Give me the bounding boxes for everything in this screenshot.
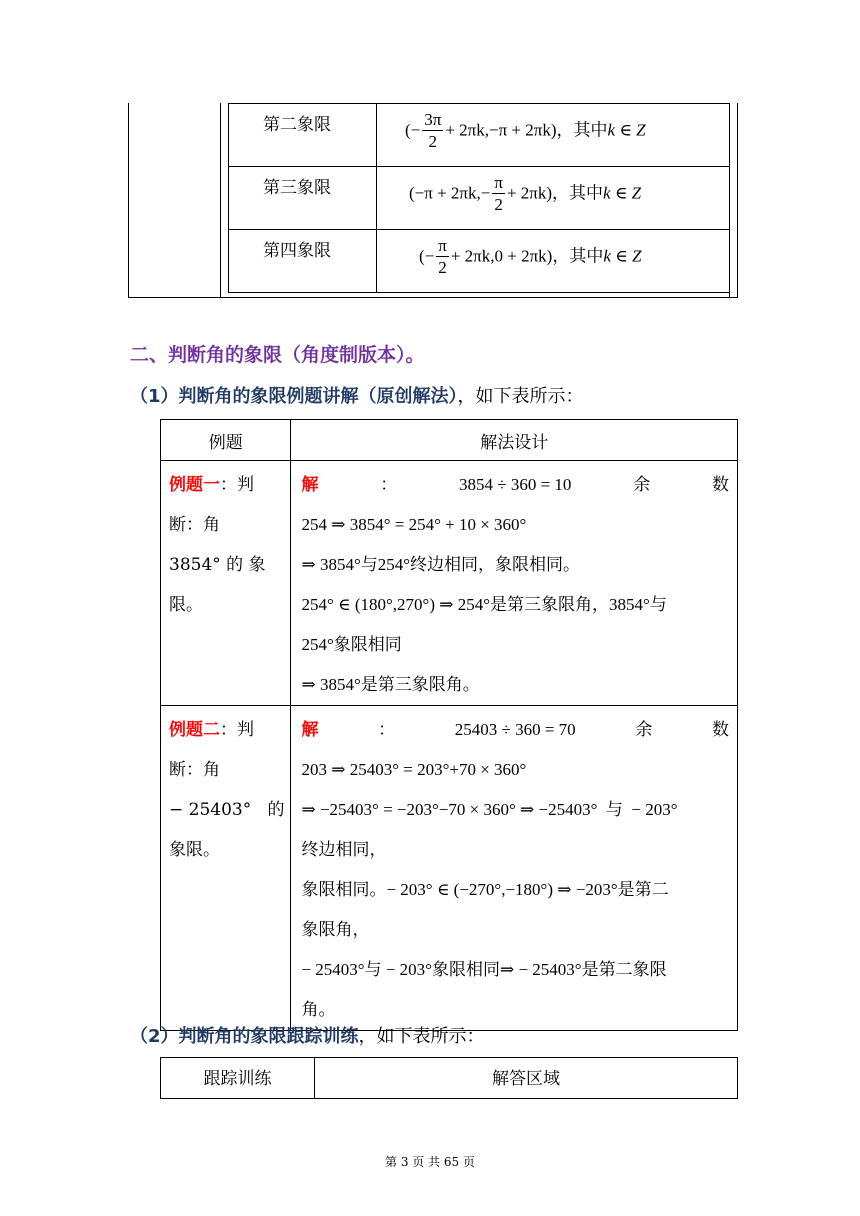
subsection-heading-2: （2）判断角的象限跟踪训练，如下表所示： bbox=[130, 1026, 485, 1047]
quadrant-range-formula: (− $\frac{3\pi}{2}$ + 2πk,−π + 2πk)，其中k ∈ Z bbox=[377, 104, 730, 167]
table-row bbox=[161, 706, 738, 1031]
section-heading: 二、判断角的象限（角度制版本）。 bbox=[130, 344, 425, 366]
header-cell-training: 跟踪训练 bbox=[161, 1058, 315, 1099]
subsection-heading-1: （1）判断角的象限例题讲解（原创解法），如下表所示： bbox=[130, 386, 584, 407]
example-question: 例题一：判 断：角 3854° 的 象 限。 bbox=[161, 461, 291, 706]
header-cell-example: 例题 bbox=[161, 420, 291, 461]
example-solution: 解 ： 3854 ÷ 360 = 10 余 数 254 ⇒ 3854° = 254° + 10 × 360° ⇒ 3854°与254°终边相同，象限相同。 254° ∈ (180°,270°) ⇒ 254°是第三象限角，3854°与 254°象限相同 ⇒ 3854°是第三象限角。 bbox=[291, 461, 738, 706]
table-header-row bbox=[161, 1058, 738, 1099]
header-cell-answer-area: 解答区域 bbox=[315, 1058, 738, 1099]
training-table bbox=[160, 1057, 738, 1099]
example-solution: 解 ： 25403 ÷ 360 = 70 余 数 203 ⇒ 25403° = 203°+70 × 360° ⇒ −25403° = −203°−70 × 360° ⇒ −25403° 与 − 203° 终边相同， 象限相同。− 203° ∈ (−270°,−180°) ⇒ −203°是第二 象限角， − 25403°与 − 203°象限相同⇒ − 25403°是第二象限 角。 bbox=[291, 706, 738, 1031]
table-row bbox=[229, 104, 730, 167]
examples-table bbox=[160, 419, 738, 1031]
table-row bbox=[229, 230, 730, 293]
page-footer: 第 3 页 共 65 页 bbox=[385, 1155, 475, 1169]
quadrant-range-formula: (− $\frac{\pi}{2}$ + 2πk,0 + 2πk)，其中k ∈ Z bbox=[377, 230, 730, 293]
quadrant-range-table bbox=[228, 103, 730, 293]
quadrant-range-formula: (−π + 2πk,− $\frac{\pi}{2}$ + 2πk)，其中k ∈ Z bbox=[377, 167, 730, 230]
table-row bbox=[161, 461, 738, 706]
table-divider bbox=[220, 103, 221, 298]
example-question: 例题二：判 断：角 − 25403° 的 象限。 bbox=[161, 706, 291, 1031]
quadrant-label: 第二象限 bbox=[229, 104, 377, 167]
quadrant-label: 第三象限 bbox=[229, 167, 377, 230]
table-header-row bbox=[161, 420, 738, 461]
quadrant-label: 第四象限 bbox=[229, 230, 377, 293]
header-cell-solution: 解法设计 bbox=[291, 420, 738, 461]
table-row bbox=[229, 167, 730, 230]
